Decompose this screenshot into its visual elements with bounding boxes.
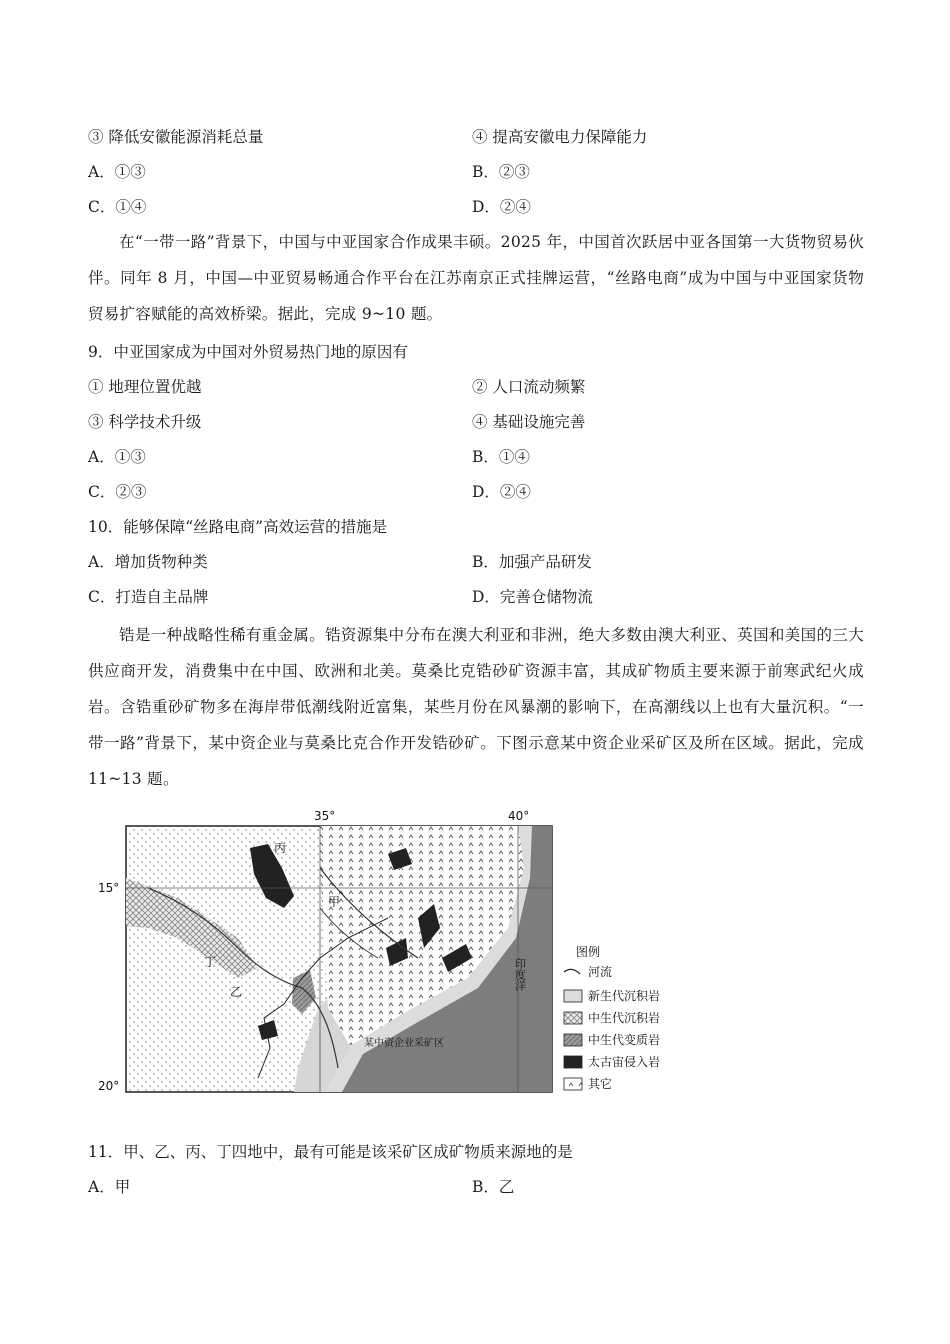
q10-choice-a: A．增加货物种类 (88, 553, 208, 571)
map-legend (564, 944, 660, 1091)
legend-other: 其它 (588, 1077, 613, 1091)
q10-choice-d: D．完善仓储物流 (472, 588, 593, 606)
lat-15-label: 15° (98, 881, 120, 895)
q9-option-1: ① 地理位置优越 (88, 378, 202, 396)
legend-river-swatch (564, 969, 580, 974)
q11-choice-a: A．甲 (88, 1178, 131, 1196)
legend-archean-swatch (564, 1056, 582, 1068)
q9-choice-c: C．②③ (88, 483, 147, 501)
passage-belt-road-central-asia: 在“一带一路”背景下，中国与中亚国家合作成果丰硕。2025 年，中国首次跃居中亚各国第一大货物贸易伙伴。同年 8 月，中国—中亚贸易畅通合作平台在江苏南京正式挂牌运营，“丝路电商”成为中国与中亚国家货物贸易扩容赋能的高效桥梁。据此，完成 9~10 题。 (88, 233, 864, 323)
q10-choice-b: B．加强产品研发 (472, 553, 592, 571)
legend-other-swatch (564, 1078, 582, 1090)
q8-choice-b: B．②③ (472, 163, 530, 181)
legend-river: 河流 (588, 965, 613, 979)
legend-archean: 太古宙侵入岩 (588, 1055, 661, 1069)
q8-choice-a: A．①③ (88, 163, 146, 181)
q9-option-3: ③ 科学技术升级 (88, 413, 202, 431)
legend-cenozoic: 新生代沉积岩 (588, 989, 661, 1003)
mozambique-geology-map (88, 808, 698, 1100)
q8-choice-d: D．②④ (472, 198, 531, 216)
lon-40-label: 40° (508, 809, 530, 823)
q9-option-2: ② 人口流动频繁 (472, 378, 586, 396)
q9-stem: 9．中亚国家成为中国对外贸易热门地的原因有 (88, 343, 408, 361)
passage-zirconium-mozambique: 锆是一种战略性稀有重金属。锆资源集中分布在澳大利亚和非洲，绝大多数由澳大利亚、英国和美国的三大供应商开发，消费集中在中国、欧洲和北美。莫桑比克锆砂矿资源丰富，其成矿物质主要来源于前寒武纪火成岩。含锆重砂矿物多在海岸带低潮线附近富集，某些月份在风暴潮的影响下，在高潮线以上也有大量沉积。“一带一路”背景下，某中资企业与莫桑比克合作开发锆砂矿。下图示意某中资企业采矿区及所在区域。据此，完成 11~13 题。 (88, 626, 864, 788)
label-ocean: 印度洋 (513, 958, 527, 991)
lat-20-label: 20° (98, 1079, 120, 1093)
q10-stem: 10．能够保障“丝路电商”高效运营的措施是 (88, 518, 388, 536)
q11-stem: 11．甲、乙、丙、丁四地中，最有可能是该采矿区成矿物质来源地的是 (88, 1143, 573, 1161)
legend-meta-swatch (564, 1034, 582, 1046)
label-jia: 甲 (328, 895, 341, 909)
q8-option-4: ④ 提高安徽电力保障能力 (472, 128, 648, 146)
q10-choice-c: C．打造自主品牌 (88, 588, 209, 606)
q9-option-4: ④ 基础设施完善 (472, 413, 586, 431)
legend-title: 图例 (576, 945, 601, 959)
q9-choice-d: D．②④ (472, 483, 531, 501)
legend-mesozoic-swatch (564, 1012, 582, 1024)
q8-choice-c: C．①④ (88, 198, 147, 216)
q9-choice-b: B．①④ (472, 448, 530, 466)
label-yi: 乙 (230, 985, 243, 999)
legend-meta: 中生代变质岩 (588, 1033, 661, 1047)
legend-mesozoic: 中生代沉积岩 (588, 1011, 661, 1025)
lon-35-label: 35° (314, 809, 336, 823)
label-ding: 丁 (204, 955, 217, 969)
q11-choice-b: B．乙 (472, 1178, 515, 1196)
label-mining-area: 某中资企业采矿区 (364, 1038, 444, 1049)
q8-option-3: ③ 降低安徽能源消耗总量 (88, 128, 264, 146)
q9-choice-a: A．①③ (88, 448, 146, 466)
label-bing: 丙 (274, 841, 287, 855)
legend-cenozoic-swatch (564, 990, 582, 1002)
